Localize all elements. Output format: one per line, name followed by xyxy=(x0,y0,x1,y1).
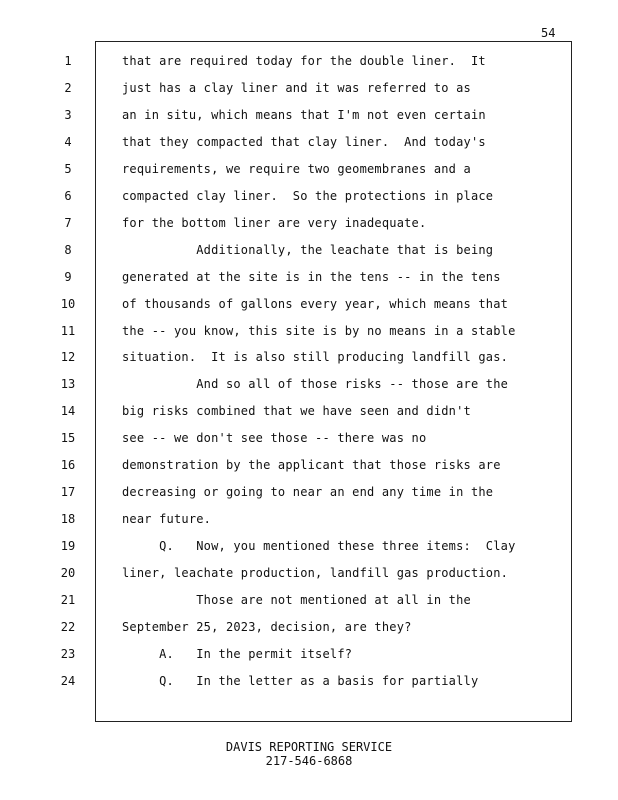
transcript-line xyxy=(0,674,618,701)
transcript-line xyxy=(0,108,618,135)
transcript-line xyxy=(0,189,618,216)
line-text: And so all of those risks -- those are the xyxy=(122,377,509,392)
line-number: 14 xyxy=(60,404,76,419)
line-text: near future. xyxy=(122,512,212,527)
line-number: 6 xyxy=(64,188,72,203)
transcript-line xyxy=(0,377,618,404)
line-number: 2 xyxy=(64,80,72,95)
transcript-line xyxy=(0,458,618,485)
line-text: big risks combined that we have seen and didn't xyxy=(122,404,471,419)
transcript-line xyxy=(0,647,618,674)
line-text: Additionally, the leachate that is being xyxy=(122,242,494,257)
line-number: 13 xyxy=(60,377,76,392)
transcript-line xyxy=(0,350,618,377)
line-text: see -- we don't see those -- there was no xyxy=(122,431,427,446)
line-number: 22 xyxy=(60,619,76,634)
line-text: that are required today for the double liner. It xyxy=(122,54,486,68)
line-text: A. In the permit itself? xyxy=(122,646,353,661)
line-text: Those are not mentioned at all in the xyxy=(122,593,471,607)
transcript-line xyxy=(0,431,618,458)
transcript-line xyxy=(0,162,618,189)
transcript-line xyxy=(0,566,618,593)
line-number: 7 xyxy=(64,215,72,230)
line-number: 10 xyxy=(60,296,76,311)
line-number: 19 xyxy=(60,539,76,554)
line-text: generated at the site is in the tens -- in the tens xyxy=(122,269,501,284)
line-number: 11 xyxy=(60,323,76,338)
footer-company: DAVIS REPORTING SERVICE xyxy=(225,740,393,754)
line-number: 1 xyxy=(64,54,72,68)
line-number: 16 xyxy=(60,458,76,473)
transcript-line xyxy=(0,485,618,512)
line-number: 8 xyxy=(64,242,72,257)
transcript-line xyxy=(0,404,618,431)
line-text: decreasing or going to near an end any time in the xyxy=(122,485,494,500)
line-text: September 25, 2023, decision, are they? xyxy=(122,619,412,634)
line-number: 21 xyxy=(60,593,76,607)
line-number: 3 xyxy=(64,107,72,122)
line-number: 4 xyxy=(64,134,72,149)
line-text: liner, leachate production, landfill gas production. xyxy=(122,566,509,581)
line-text: Q. In the letter as a basis for partially xyxy=(122,673,479,688)
transcript-line xyxy=(0,81,618,108)
line-text: of thousands of gallons every year, which means that xyxy=(122,296,509,311)
transcript-line xyxy=(0,539,618,566)
line-text: an in situ, which means that I'm not even certain xyxy=(122,107,486,122)
line-number: 20 xyxy=(60,566,76,581)
page-number: 54 xyxy=(541,26,556,40)
line-number: 12 xyxy=(60,350,76,365)
line-text: the -- you know, this site is by no means in a stable xyxy=(122,323,516,338)
transcript-line xyxy=(0,270,618,297)
line-text: for the bottom liner are very inadequate. xyxy=(122,215,427,230)
line-text: that they compacted that clay liner. And today's xyxy=(122,134,486,149)
line-number: 5 xyxy=(64,161,72,176)
footer-phone: 217-546-6868 xyxy=(265,754,353,768)
transcript-line xyxy=(0,135,618,162)
line-number: 18 xyxy=(60,512,76,527)
line-text: compacted clay liner. So the protections in place xyxy=(122,188,494,203)
transcript-line xyxy=(0,216,618,243)
transcript-line xyxy=(0,593,618,620)
line-number: 24 xyxy=(60,673,76,688)
line-text: situation. It is also still producing landfill gas. xyxy=(122,350,509,365)
transcript-line xyxy=(0,297,618,324)
transcript-line xyxy=(0,512,618,539)
transcript-line xyxy=(0,243,618,270)
transcript-line xyxy=(0,324,618,351)
line-text: demonstration by the applicant that those risks are xyxy=(122,458,501,473)
line-text: Q. Now, you mentioned these three items: Clay xyxy=(122,539,516,554)
line-text: requirements, we require two geomembranes and a xyxy=(122,161,471,176)
line-number: 17 xyxy=(60,485,76,500)
transcript-line xyxy=(0,54,618,81)
line-number: 23 xyxy=(60,646,76,661)
line-number: 9 xyxy=(64,269,72,284)
line-text: just has a clay liner and it was referred to as xyxy=(122,80,471,95)
line-number: 15 xyxy=(60,431,76,446)
transcript-line xyxy=(0,620,618,647)
